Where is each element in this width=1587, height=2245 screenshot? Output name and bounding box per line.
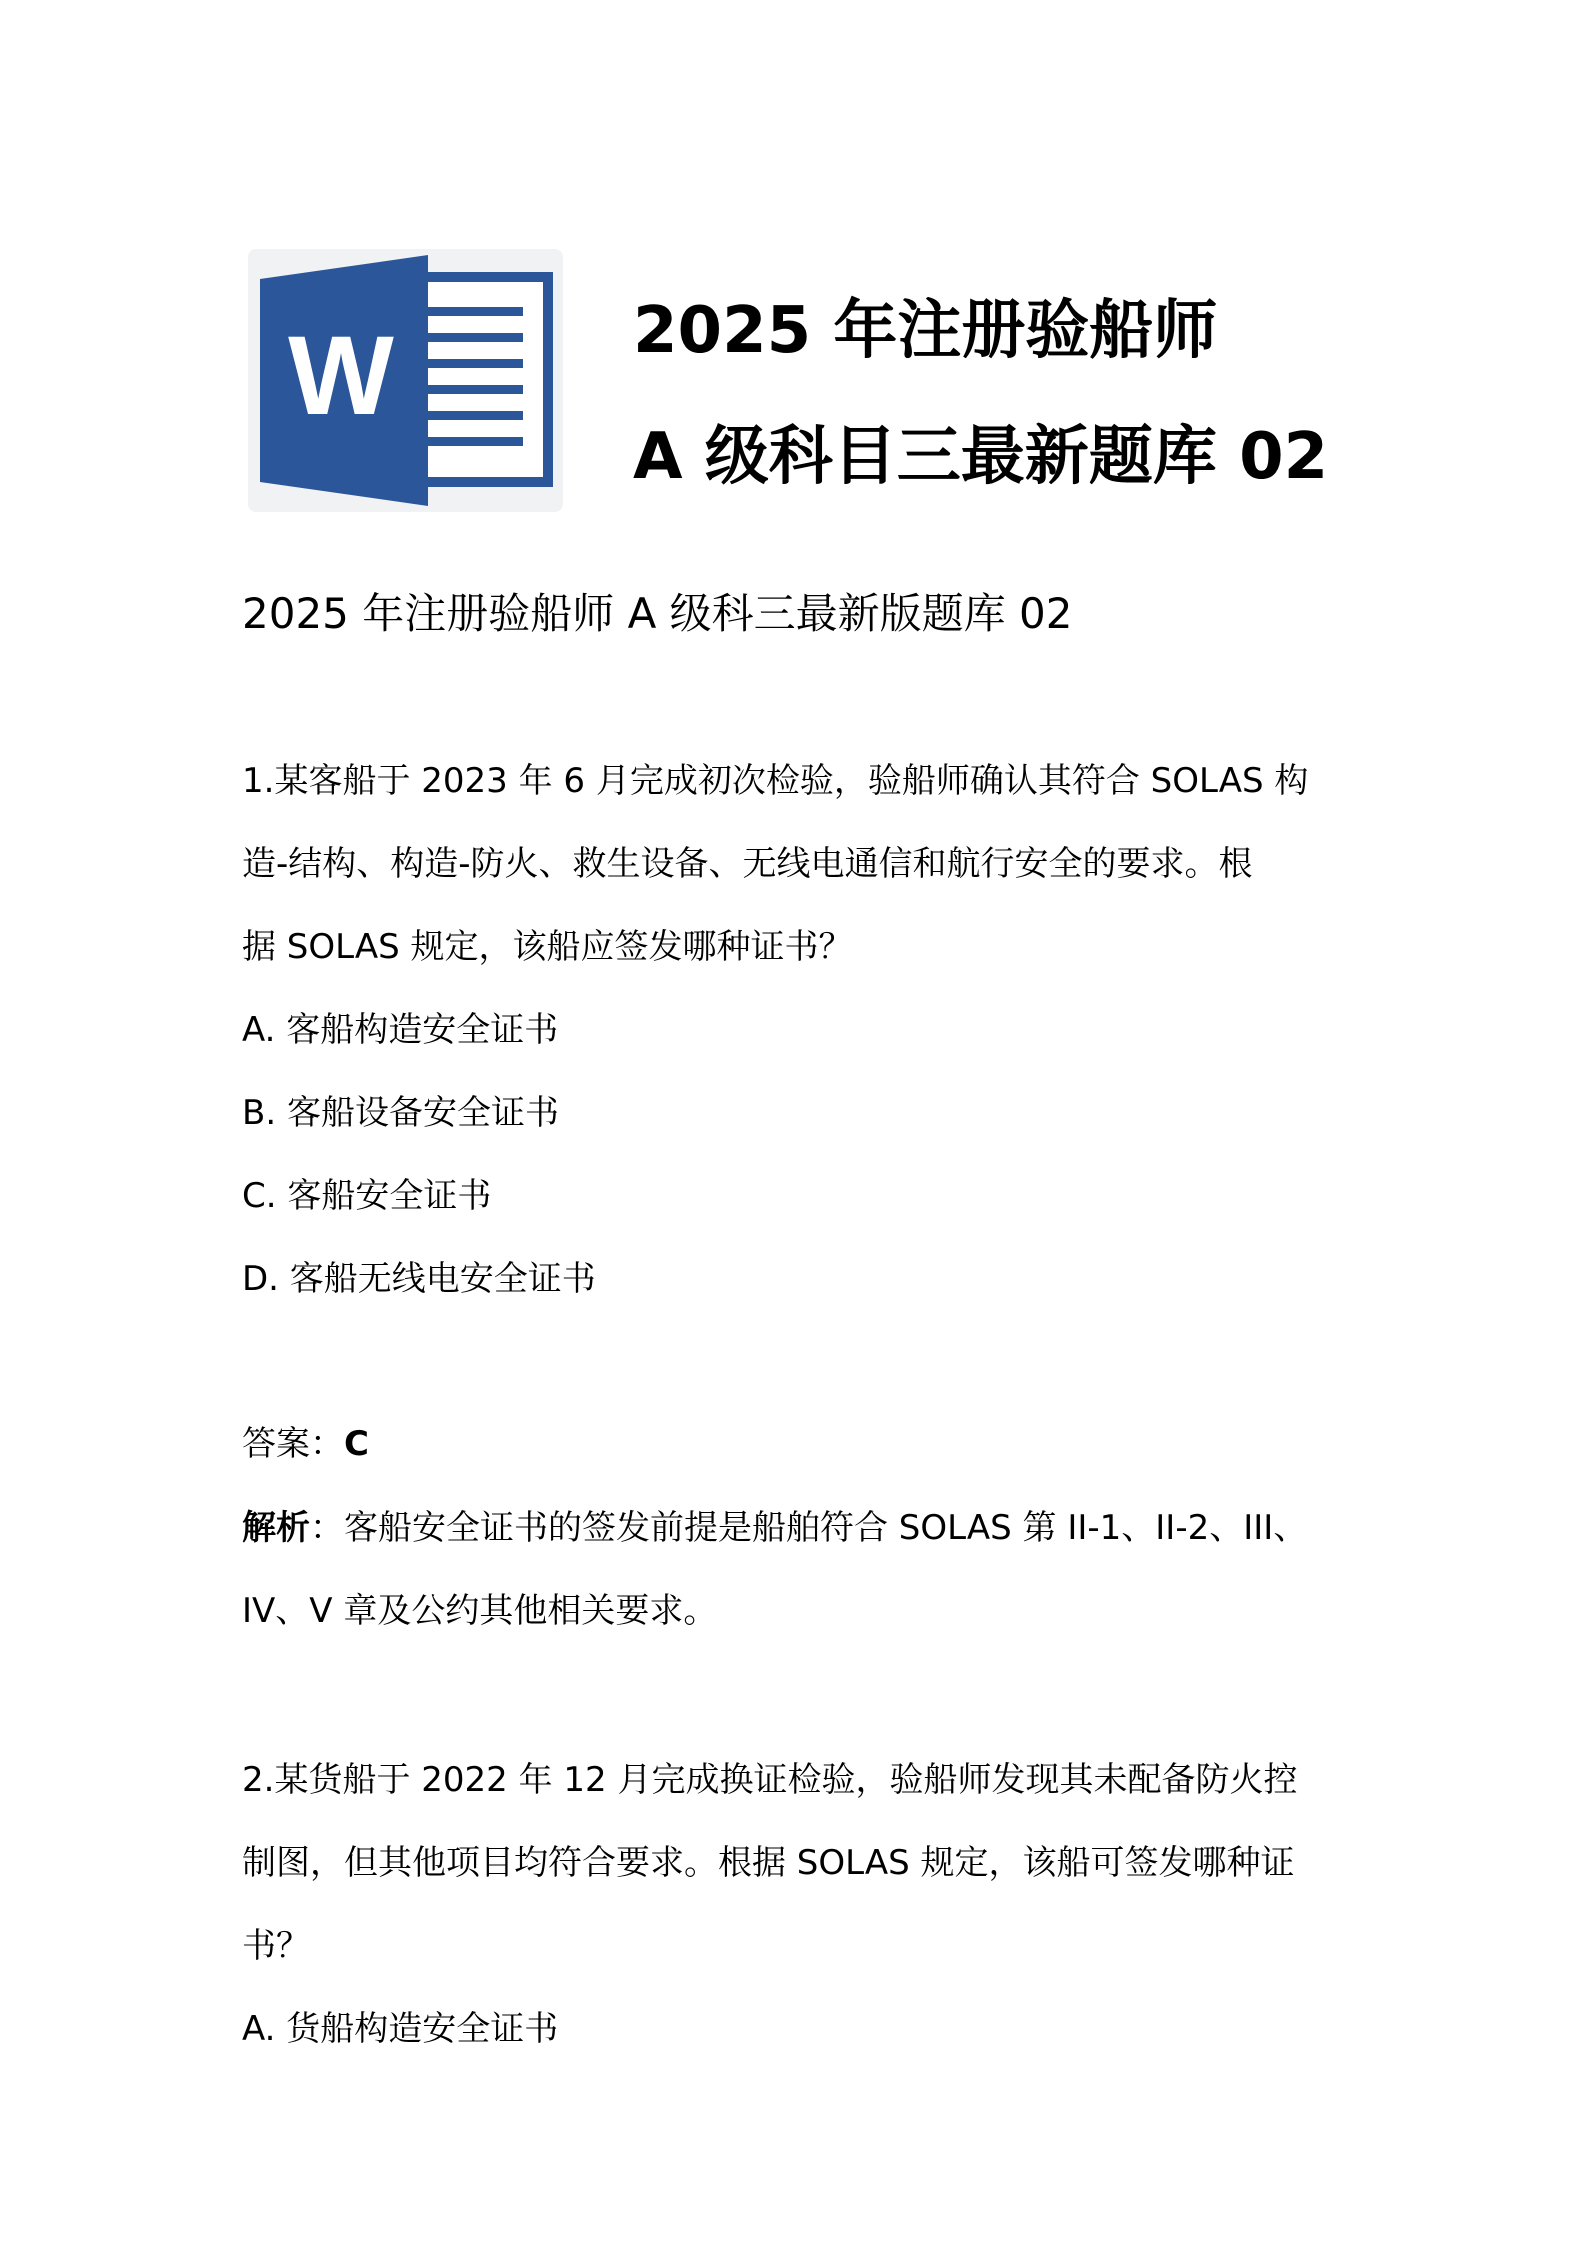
title-line-1: 2025 年注册验船师 [633, 294, 1218, 368]
question-1-stem-line-2: 造-结构、构造-防火、救生设备、无线电通信和航行安全的要求。根 [242, 844, 1253, 884]
question-1-option-c: C. 客船安全证书 [242, 1176, 492, 1216]
question-1-stem-line-3: 据 SOLAS 规定，该船应签发哪种证书？ [242, 927, 853, 967]
question-1-answer [242, 1421, 369, 1467]
title-line-2: A 级科目三最新题库 02 [633, 420, 1329, 494]
question-1-analysis-line-2: IV、V 章及公约其他相关要求。 [242, 1591, 718, 1631]
svg-text:W: W [288, 313, 394, 438]
answer-value: C [344, 1424, 369, 1464]
question-1-option-b: B. 客船设备安全证书 [242, 1093, 559, 1133]
question-2-stem-line-2: 制图，但其他项目均符合要求。根据 SOLAS 规定，该船可签发哪种证 [242, 1843, 1295, 1883]
word-document-icon [248, 249, 563, 512]
question-2-stem-line-1: 2.某货船于 2022 年 12 月完成换证检验，验船师发现其未配备防火控 [242, 1760, 1298, 1800]
question-2-option-a: A. 货船构造安全证书 [242, 2009, 559, 2049]
question-1-option-d: D. 客船无线电安全证书 [242, 1259, 596, 1299]
question-1-stem-line-1: 1.某客船于 2023 年 6 月完成初次检验，验船师确认其符合 SOLAS 构 [242, 761, 1309, 801]
analysis-text: ：客船安全证书的签发前提是船舶符合 SOLAS 第 II-1、II-2、III、 [310, 1508, 1308, 1548]
page-title [633, 268, 1533, 520]
document-subtitle: 2025 年注册验船师 A 级科三最新版题库 02 [242, 589, 1073, 638]
analysis-label: 解析 [242, 1508, 310, 1548]
question-2-stem-line-3: 书？ [242, 1926, 310, 1966]
answer-label: 答案： [242, 1424, 344, 1464]
question-1-analysis-line-1 [242, 1505, 1307, 1551]
question-1-option-a: A. 客船构造安全证书 [242, 1010, 559, 1050]
